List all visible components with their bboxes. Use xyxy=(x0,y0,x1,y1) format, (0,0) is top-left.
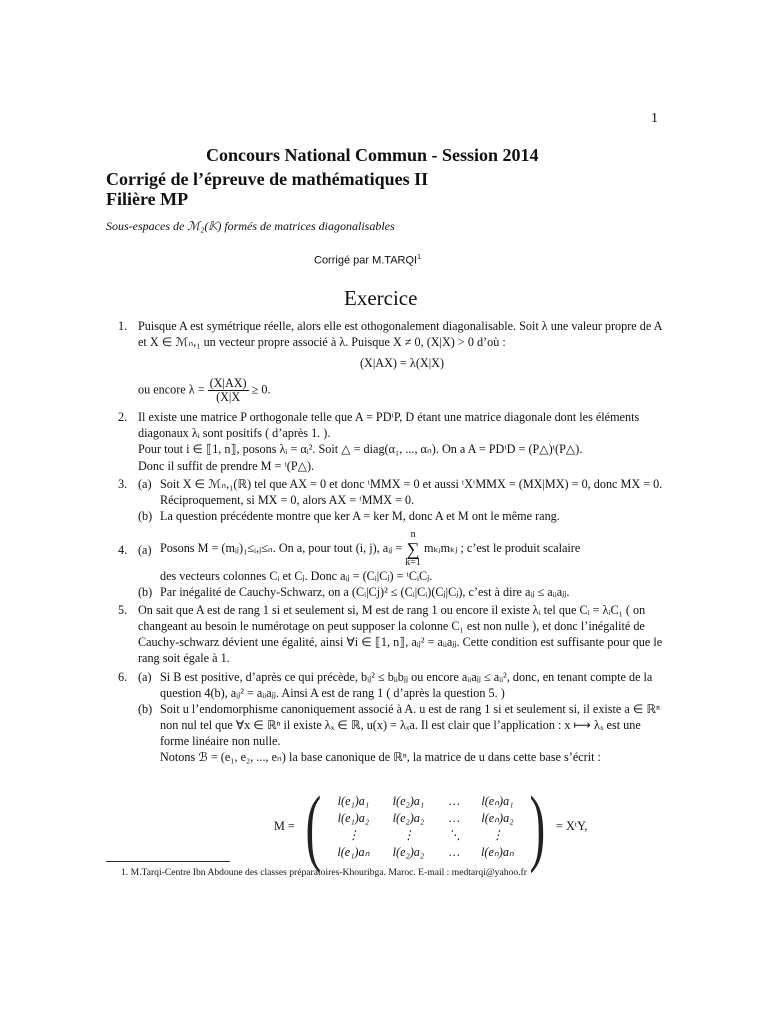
subitem-a xyxy=(138,476,666,508)
matrix-cell: l(e₂)a₂ xyxy=(392,844,425,859)
subitem-label: (b) xyxy=(138,585,153,600)
subitem-b xyxy=(138,701,666,765)
matrix-cell: ⋮ xyxy=(347,827,360,842)
sum-symbol: ∑ xyxy=(406,538,420,559)
matrix-cell: … xyxy=(448,793,460,808)
sum-upper-bound: n xyxy=(410,528,416,540)
item-text: On sait que A est de rang 1 si et seulement si, M est de rang 1 ou encore il existe λᵢ tel que Cᵢ = λᵢC₁ ( on changeant au besoin le numérotage on peut supposer la colonne C₁ est non nulle ), et donc l’inégalité de Cauchy-schwarz dévient une égalité, ainsi ∀i ∈ ⟦1, n⟧, aᵢⱼ² = aᵢᵢaⱼⱼ. Cette condition est suffisante pour que le rang soit égale à 1. xyxy=(138,603,663,666)
subitem-text: Soit u l’endomorphisme canoniquement associé à A. u est de rang 1 si et seulement si, il existe a ∈ ℝⁿ non nul tel que ∀x ∈ ℝⁿ il existe λₓ ∈ ℝ, u(x) = λₓa. Il est clair que l’application : x ⟼ λₓ est une forme linéaire non nulle. xyxy=(160,701,660,748)
item-3 xyxy=(118,476,666,524)
matrix-rhs: = XᵗY, xyxy=(556,818,588,833)
footnote-mark: 1 xyxy=(417,254,421,261)
matrix-cell: l(e₂)a₁ xyxy=(392,793,425,808)
subitem-b xyxy=(138,584,666,600)
subitem-label: (b) xyxy=(138,508,153,523)
right-paren: ) xyxy=(529,778,546,874)
footnote: 1. M.Tarqi-Centre Ibn Abdoune des classes préparatoires-Khouribga. Maroc. E-mail : medtarqi@yahoo.fr xyxy=(121,867,527,878)
exam-title: Concours National Commun - Session 2014 xyxy=(206,145,539,165)
matrix-grid xyxy=(327,793,523,860)
sum-lower-bound: k=1 xyxy=(405,556,421,568)
item-number: 6. xyxy=(118,669,128,684)
problem-theme: Sous-espaces de ℳ₂(𝕂) formés de matrices diagonalisables xyxy=(106,219,395,233)
author-line xyxy=(314,254,421,267)
matrix-cell: … xyxy=(448,844,460,859)
item-text: Donc il suffit de prendre M = ᵗ(P△). xyxy=(138,458,315,473)
ratio-line xyxy=(138,377,666,404)
author-name: Corrigé par M.TARQI xyxy=(314,254,418,267)
subitem-text: La question précédente montre que ker A = ker M, donc A et M ont le même rang. xyxy=(160,508,560,523)
item-number: 3. xyxy=(118,476,128,491)
fraction-numerator: (X|AX) xyxy=(209,376,247,391)
subitem-a xyxy=(138,669,666,701)
fraction xyxy=(208,377,249,404)
equation: (X|AX) = λ(X|X) xyxy=(360,356,444,371)
item-number: 4. xyxy=(118,542,128,557)
matrix-cell: l(eₙ)aₙ xyxy=(481,844,514,859)
matrix-cell: l(e₁)aₙ xyxy=(337,844,370,859)
subitem-label: (a) xyxy=(138,476,152,491)
section-title: Exercice xyxy=(344,286,418,310)
matrix-equation xyxy=(274,778,588,874)
subitem-b xyxy=(138,508,666,524)
sum-line xyxy=(160,530,666,568)
matrix-cell: l(e₁)a₁ xyxy=(337,793,370,808)
item-text: Pour tout i ∈ ⟦1, n⟧, posons λᵢ = αᵢ². Soit △ = diag(α₁, ..., αₙ). On a A = PDᵗD = (P△)ᵗ(P△). xyxy=(138,442,583,457)
exercise-body xyxy=(118,318,666,765)
ratio-suffix: ≥ 0. xyxy=(251,382,271,397)
matrix-cell: l(e₁)a₂ xyxy=(337,810,370,825)
summation xyxy=(405,530,421,568)
matrix-cell: ⋮ xyxy=(491,827,504,842)
page-number: 1 xyxy=(651,111,658,126)
fraction-denominator: (X|X xyxy=(216,390,241,405)
subitem-text: Notons ℬ = (e₁, e₂, ..., eₙ) la base canonique de ℝⁿ, la matrice de u dans cette base s’écrit : xyxy=(160,749,601,764)
subitem-label: (b) xyxy=(138,701,153,716)
heading-line-1: Corrigé de l’épreuve de mathématiques II xyxy=(106,169,429,189)
heading-line-2: Filière MP xyxy=(106,189,189,209)
item-1 xyxy=(118,318,666,404)
matrix-cell: l(e₂)a₂ xyxy=(392,810,425,825)
item-text: Il existe une matrice P orthogonale telle que A = PDᵗP, D étant une matrice diagonale dont les éléments diagonaux λᵢ sont positifs ( d’après 1. ). xyxy=(138,410,640,441)
subitem-text: Par inégalité de Cauchy-Schwarz, on a (Cᵢ|Cj)² ≤ (Cᵢ|Cᵢ)(Cⱼ|Cⱼ), c’est à dire aᵢⱼ ≤ aᵢᵢaⱼⱼ. xyxy=(160,585,570,600)
subitem-text: des vecteurs colonnes Cᵢ et Cⱼ. Donc aᵢⱼ = (Cᵢ|Cⱼ) = ᵗCᵢCⱼ. xyxy=(160,568,433,583)
matrix-cell: l(eₙ)a₁ xyxy=(481,793,514,808)
matrix-cell: l(eₙ)a₂ xyxy=(481,810,514,825)
item-2 xyxy=(118,409,666,473)
left-paren: ( xyxy=(305,778,321,874)
item-5 xyxy=(118,602,666,666)
sum-suffix: mₖᵢmₖⱼ ; c’est le produit scalaire xyxy=(423,540,581,555)
item-6 xyxy=(118,669,666,766)
matrix-cell: ⋮ xyxy=(402,827,415,842)
subitem-label: (a) xyxy=(138,542,152,557)
item-number: 2. xyxy=(118,410,128,425)
subitem-text: Si B est positive, d’après ce qui précède, bᵢⱼ² ≤ bᵢᵢbⱼⱼ ou encore aᵢᵢaⱼⱼ ≤ aᵢᵢ², donc, en tenant compte de la question 4(b), aᵢⱼ² = aᵢᵢaⱼⱼ. Ainsi A est de rang 1 ( d’après la question 5. ) xyxy=(160,669,653,700)
item-number: 5. xyxy=(118,603,128,618)
matrix-lhs: M = xyxy=(274,818,295,833)
sum-prefix: Posons M = (mᵢⱼ)₁≤ᵢ,ⱼ≤ₙ. On a, pour tout (i, j), aᵢⱼ = xyxy=(160,540,403,555)
subitem-label: (a) xyxy=(138,669,152,684)
footnote-rule xyxy=(106,861,230,862)
matrix-cell: ⋱ xyxy=(448,827,461,842)
subitem-text: Soit X ∈ ℳₙ,₁(ℝ) tel que AX = 0 et donc ᵗMMX = 0 et aussi ᵗXᵗMMX = (MX|MX) = 0, donc MX = 0. Réciproquement, si MX = 0, alors AX = ᵗMMX = 0. xyxy=(160,476,663,507)
subitem-a xyxy=(138,530,666,584)
item-4 xyxy=(118,530,666,600)
ratio-prefix: ou encore λ = xyxy=(138,382,205,397)
item-text: Puisque A est symétrique réelle, alors elle est othogonalement diagonalisable. Soit λ une valeur propre de A et X ∈ ℳₙ,₁ un vecteur propre associé à λ. Puisque X ≠ 0, (X|X) > 0 d’où : xyxy=(138,319,662,350)
matrix-cell: … xyxy=(448,810,460,825)
document-heading xyxy=(106,169,428,209)
item-number: 1. xyxy=(118,319,128,333)
